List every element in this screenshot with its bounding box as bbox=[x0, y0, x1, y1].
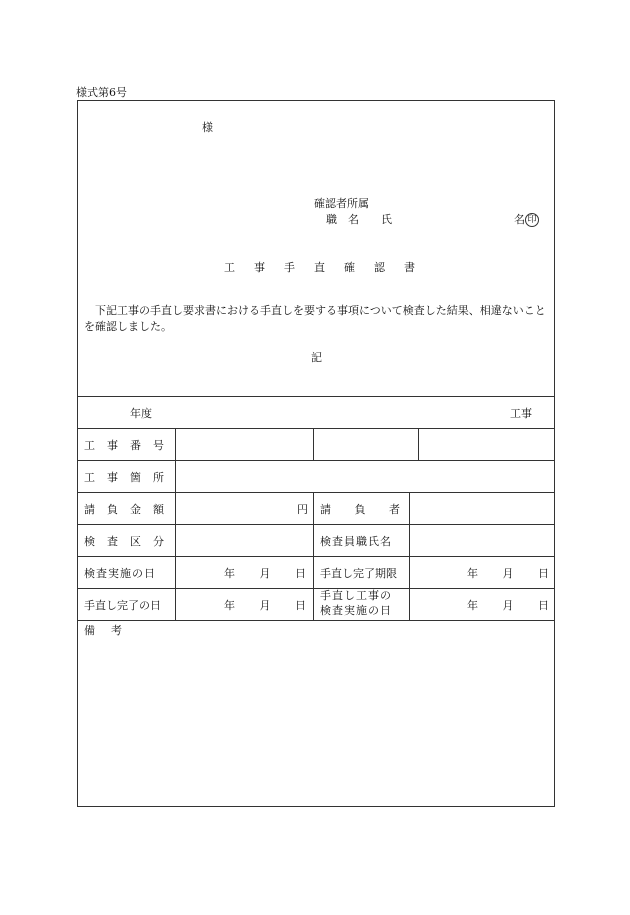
month-unit: 月 bbox=[259, 599, 271, 612]
year-unit: 年 bbox=[224, 567, 235, 580]
label-char: 考 bbox=[111, 624, 122, 637]
label-char: 請 bbox=[320, 503, 331, 516]
addressee-suffix: 様 bbox=[202, 121, 213, 134]
label-char: 事 bbox=[107, 471, 118, 484]
label-char: 金 bbox=[130, 503, 141, 516]
construction-location-label bbox=[84, 469, 164, 485]
title-char: 手 bbox=[284, 261, 295, 274]
label-char: 工 bbox=[84, 471, 95, 484]
label-char: 検 bbox=[84, 535, 95, 548]
inspection-date-value bbox=[224, 565, 306, 581]
label-line: 検査実施の日 bbox=[320, 604, 392, 617]
day-unit: 日 bbox=[295, 567, 306, 580]
divider bbox=[409, 492, 410, 620]
label-char: 負 bbox=[107, 503, 118, 516]
confirmer-affiliation-label: 確認者所属 bbox=[314, 197, 369, 210]
title-char: 事 bbox=[254, 261, 265, 274]
year-unit: 年 bbox=[467, 567, 478, 580]
yen-unit: 円 bbox=[297, 503, 308, 516]
inspection-category-label bbox=[84, 533, 164, 549]
fix-inspection-date-label bbox=[320, 588, 392, 618]
year-unit: 年 bbox=[467, 599, 478, 612]
remarks-label bbox=[84, 622, 122, 638]
divider bbox=[78, 460, 554, 461]
seal-mark: 印 bbox=[525, 213, 539, 227]
confirmation-statement: 下記工事の手直し要求書における手直しを要する事項について検査した結果、相違ないことを確認しました。 bbox=[84, 304, 546, 333]
divider bbox=[313, 492, 314, 620]
title-char: 工 bbox=[224, 261, 235, 274]
month-unit: 月 bbox=[259, 567, 271, 580]
confirmer-name-label: 名 bbox=[514, 213, 525, 226]
label-char: 査 bbox=[107, 535, 118, 548]
label-char: 額 bbox=[153, 503, 164, 516]
label-char: 番 bbox=[130, 439, 141, 452]
ki-label: 記 bbox=[311, 351, 322, 364]
day-unit: 日 bbox=[295, 599, 306, 612]
divider bbox=[78, 396, 554, 397]
divider bbox=[78, 556, 554, 557]
form-number: 様式第6号 bbox=[76, 86, 127, 99]
divider bbox=[78, 492, 554, 493]
label-char: 負 bbox=[354, 503, 366, 516]
label-char: 区 bbox=[130, 535, 141, 548]
fiscal-year-label: 年度 bbox=[130, 407, 152, 420]
day-unit: 日 bbox=[538, 567, 549, 580]
label-char: 者 bbox=[389, 503, 400, 516]
divider bbox=[78, 524, 554, 525]
divider bbox=[175, 428, 176, 620]
label-char: 所 bbox=[153, 471, 164, 484]
day-unit: 日 bbox=[538, 599, 549, 612]
label-char: 工 bbox=[84, 439, 95, 452]
divider bbox=[78, 620, 554, 621]
month-unit: 月 bbox=[502, 567, 514, 580]
label-char: 備 bbox=[84, 624, 95, 637]
construction-label: 工事 bbox=[510, 407, 532, 420]
divider bbox=[78, 588, 554, 589]
confirmation-form bbox=[77, 100, 555, 807]
fix-deadline-label: 手直し完了期限 bbox=[320, 567, 397, 580]
fix-completion-date-value bbox=[224, 597, 306, 613]
inspection-date-label: 検査実施の日 bbox=[84, 567, 156, 580]
confirmer-name-field bbox=[514, 211, 539, 227]
label-char: 事 bbox=[107, 439, 118, 452]
construction-number-label bbox=[84, 437, 164, 453]
fix-completion-date-label: 手直し完了の日 bbox=[84, 599, 161, 612]
label-char: 号 bbox=[153, 439, 164, 452]
label-char: 分 bbox=[153, 535, 164, 548]
divider bbox=[313, 428, 314, 460]
contract-amount-label bbox=[84, 501, 164, 517]
title-char: 確 bbox=[344, 261, 355, 274]
fix-deadline-value bbox=[467, 565, 549, 581]
label-line: 手直し工事の bbox=[320, 589, 392, 602]
contractor-label bbox=[320, 501, 400, 517]
month-unit: 月 bbox=[502, 599, 514, 612]
confirmer-position-name-label: 職 名 氏 bbox=[326, 213, 392, 226]
title-char: 書 bbox=[404, 261, 415, 274]
divider bbox=[78, 428, 554, 429]
title-char: 直 bbox=[314, 261, 325, 274]
label-char: 請 bbox=[84, 503, 95, 516]
title-char: 認 bbox=[374, 261, 385, 274]
year-unit: 年 bbox=[224, 599, 235, 612]
label-char: 箇 bbox=[130, 471, 141, 484]
inspector-name-label: 検査員職氏名 bbox=[320, 535, 392, 548]
divider bbox=[418, 428, 419, 460]
fix-inspection-date-value bbox=[467, 597, 549, 613]
